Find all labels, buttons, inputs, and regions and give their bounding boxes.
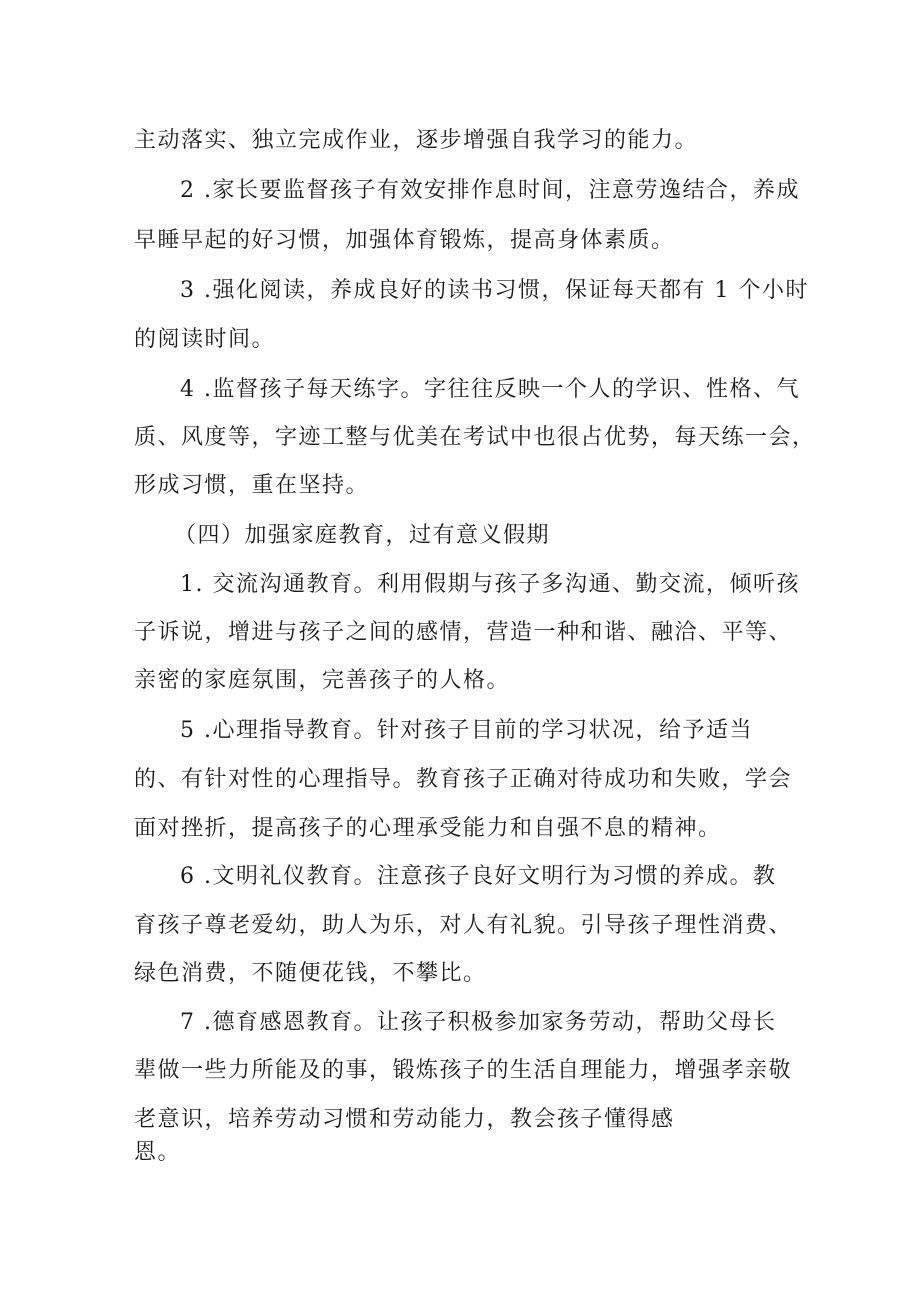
text-line: 亲密的家庭氛围，完善孩子的人格。: [134, 668, 511, 693]
text-line: 3 .强化阅读，养成良好的读书习惯，保证每天都有 1 个小时: [180, 278, 809, 303]
text-line: 质、风度等，字迹工整与优美在考试中也很占优势，每天练一会，: [134, 425, 816, 450]
text-line: 主动落实、独立完成作业，逐步增强自我学习的能力。: [134, 128, 699, 153]
text-line: 的阅读时间。: [134, 327, 276, 352]
section-heading: （四）加强家庭教育，过有意义假期: [174, 523, 551, 548]
text-line: 绿色消费，不随便花钱，不攀比。: [134, 961, 487, 986]
text-line: 6 .文明礼仪教育。注意孩子良好文明行为习惯的养成。教: [180, 864, 777, 889]
text-line: 7 .德育感恩教育。让孩子积极参加家务劳动，帮助父母长: [180, 1010, 777, 1035]
text-line: 4 .监督孩子每天练字。字往往反映一个人的学识、性格、气: [180, 377, 800, 402]
text-line: 5 .心理指导教育。针对孩子目前的学习状况，给予适当: [180, 718, 753, 743]
text-line: 育孩子尊老爱幼，助人为乐，对人有礼貌。引导孩子理性消费、: [134, 913, 793, 938]
text-line: 老意识，培养劳动习惯和劳动能力，教会孩子懂得感: [134, 1107, 675, 1132]
text-line: 形成习惯，重在坚持。: [134, 473, 370, 498]
text-line: 面对挫折，提高孩子的心理承受能力和自强不息的精神。: [134, 816, 722, 841]
text-line: 恩。: [134, 1140, 182, 1165]
text-line: 辈做一些力所能及的事，锻炼孩子的生活自理能力，增强孝亲敬: [134, 1058, 793, 1083]
text-line: 的、有针对性的心理指导。教育孩子正确对待成功和失败，学会: [134, 767, 793, 792]
text-line: 早睡早起的好习惯，加强体育锻炼，提高身体素质。: [134, 228, 675, 253]
text-line: 1. 交流沟通教育。利用假期与孩子多沟通、勤交流，倾听孩: [180, 572, 800, 597]
text-line: 子诉说，增进与孩子之间的感情，营造一种和谐、融洽、平等、: [134, 620, 793, 645]
text-line: 2 .家长要监督孩子有效安排作息时间，注意劳逸结合，养成: [180, 178, 800, 203]
